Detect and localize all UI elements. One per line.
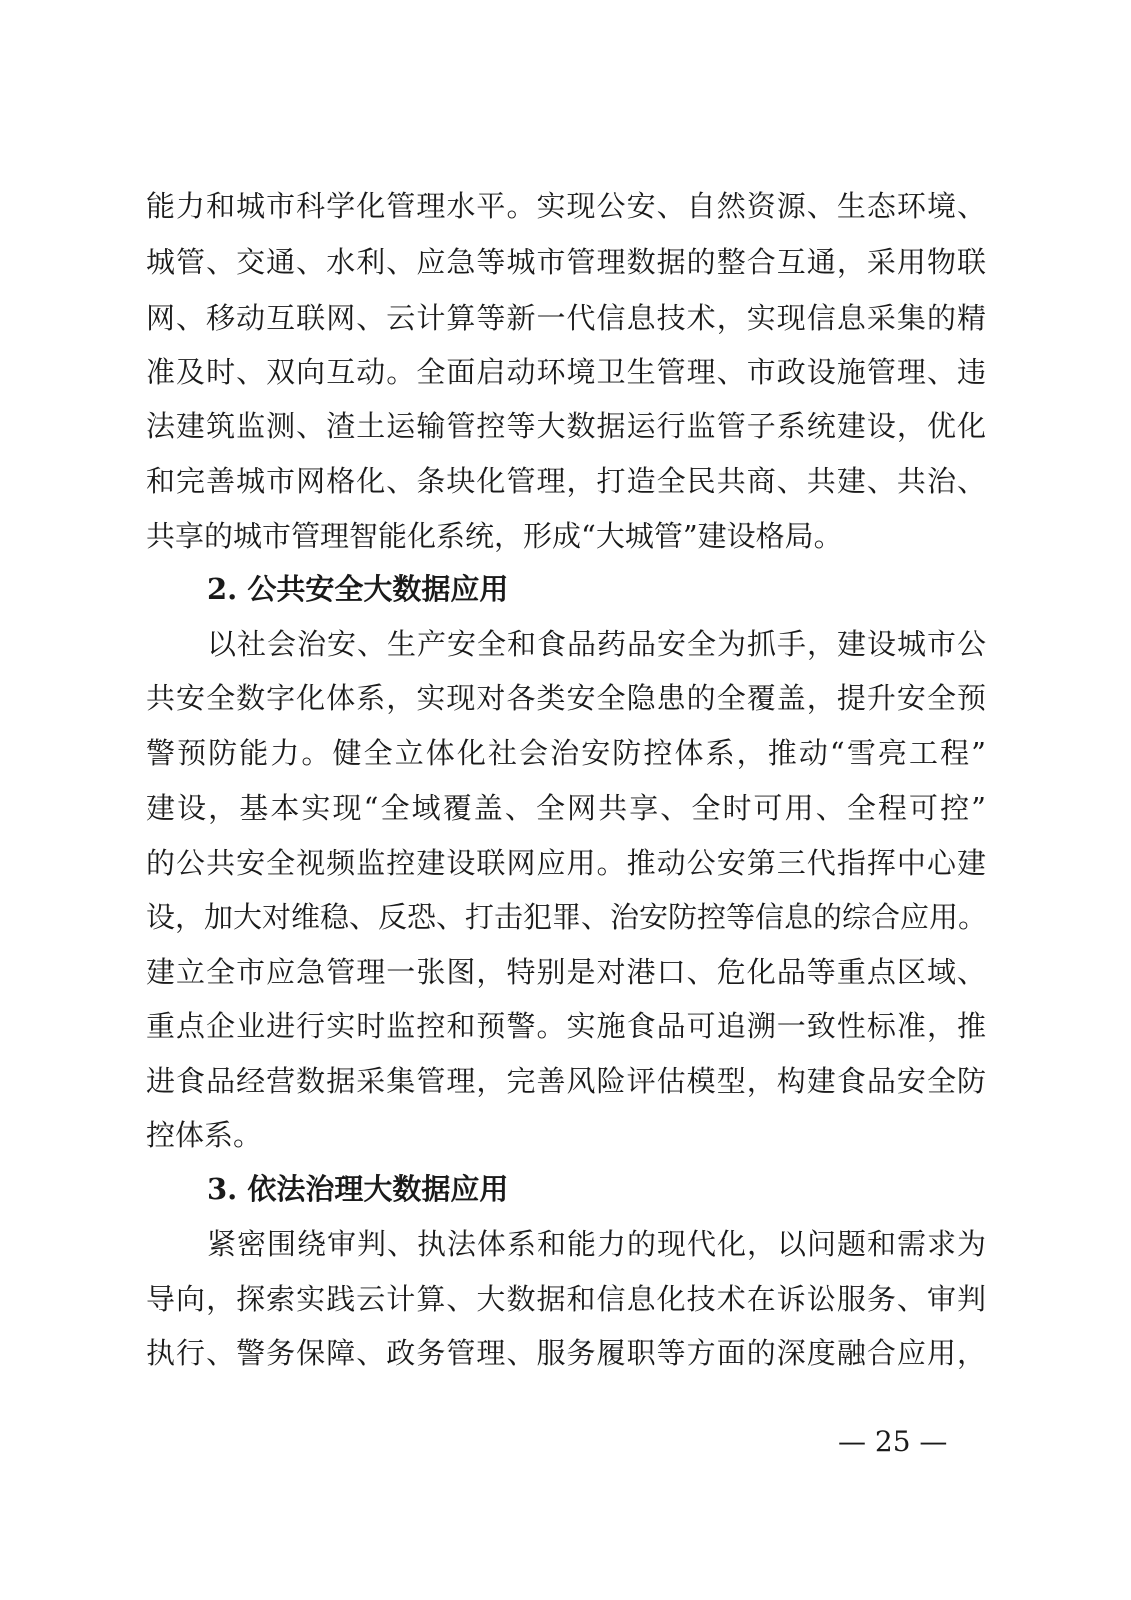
paragraph-line: 执行、警务保障、政务管理、服务履职等方面的深度融合应用， <box>146 1336 986 1370</box>
paragraph-line: 准及时、双向互动。全面启动环境卫生管理、市政设施管理、违 <box>146 355 986 389</box>
page-number: — 25 — <box>838 1425 948 1458</box>
paragraph-line: 和完善城市网格化、条块化管理，打造全民共商、共建、共治、 <box>146 464 986 498</box>
paragraph-line: 以社会治安、生产安全和食品药品安全为抓手，建设城市公 <box>207 627 986 661</box>
paragraph-line: 的公共安全视频监控建设联网应用。推动公安第三代指挥中心建 <box>146 846 986 880</box>
paragraph-line: 重点企业进行实时监控和预警。实施食品可追溯一致性标准，推 <box>146 1009 986 1043</box>
paragraph-line: 紧密围绕审判、执法体系和能力的现代化，以问题和需求为 <box>207 1227 986 1261</box>
paragraph-line: 能力和城市科学化管理水平。实现公安、自然资源、生态环境、 <box>146 189 986 223</box>
section-heading-rule-of-law: 3. 依法治理大数据应用 <box>207 1172 509 1206</box>
paragraph-line: 警预防能力。健全立体化社会治安防控体系，推动“雪亮工程” <box>146 736 986 770</box>
paragraph-line: 导向，探索实践云计算、大数据和信息化技术在诉讼服务、审判 <box>146 1282 986 1316</box>
paragraph-line: 进食品经营数据采集管理，完善风险评估模型，构建食品安全防 <box>146 1064 986 1098</box>
paragraph-line: 网、移动互联网、云计算等新一代信息技术，实现信息采集的精 <box>146 301 986 335</box>
paragraph-line: 共享的城市管理智能化系统，形成“大城管”建设格局。 <box>146 519 843 553</box>
paragraph-line: 共安全数字化体系，实现对各类安全隐患的全覆盖，提升安全预 <box>146 681 986 715</box>
section-heading-public-safety: 2. 公共安全大数据应用 <box>207 572 509 606</box>
paragraph-line: 城管、交通、水利、应急等城市管理数据的整合互通，采用物联 <box>146 245 986 279</box>
paragraph-line: 法建筑监测、渣土运输管控等大数据运行监管子系统建设，优化 <box>146 409 986 443</box>
paragraph-line: 建立全市应急管理一张图，特别是对港口、危化品等重点区域、 <box>146 955 986 989</box>
paragraph-line: 设，加大对维稳、反恐、打击犯罪、治安防控等信息的综合应用。 <box>146 900 988 934</box>
paragraph-line: 建设，基本实现“全域覆盖、全网共享、全时可用、全程可控” <box>146 791 986 825</box>
paragraph-line: 控体系。 <box>146 1118 263 1152</box>
